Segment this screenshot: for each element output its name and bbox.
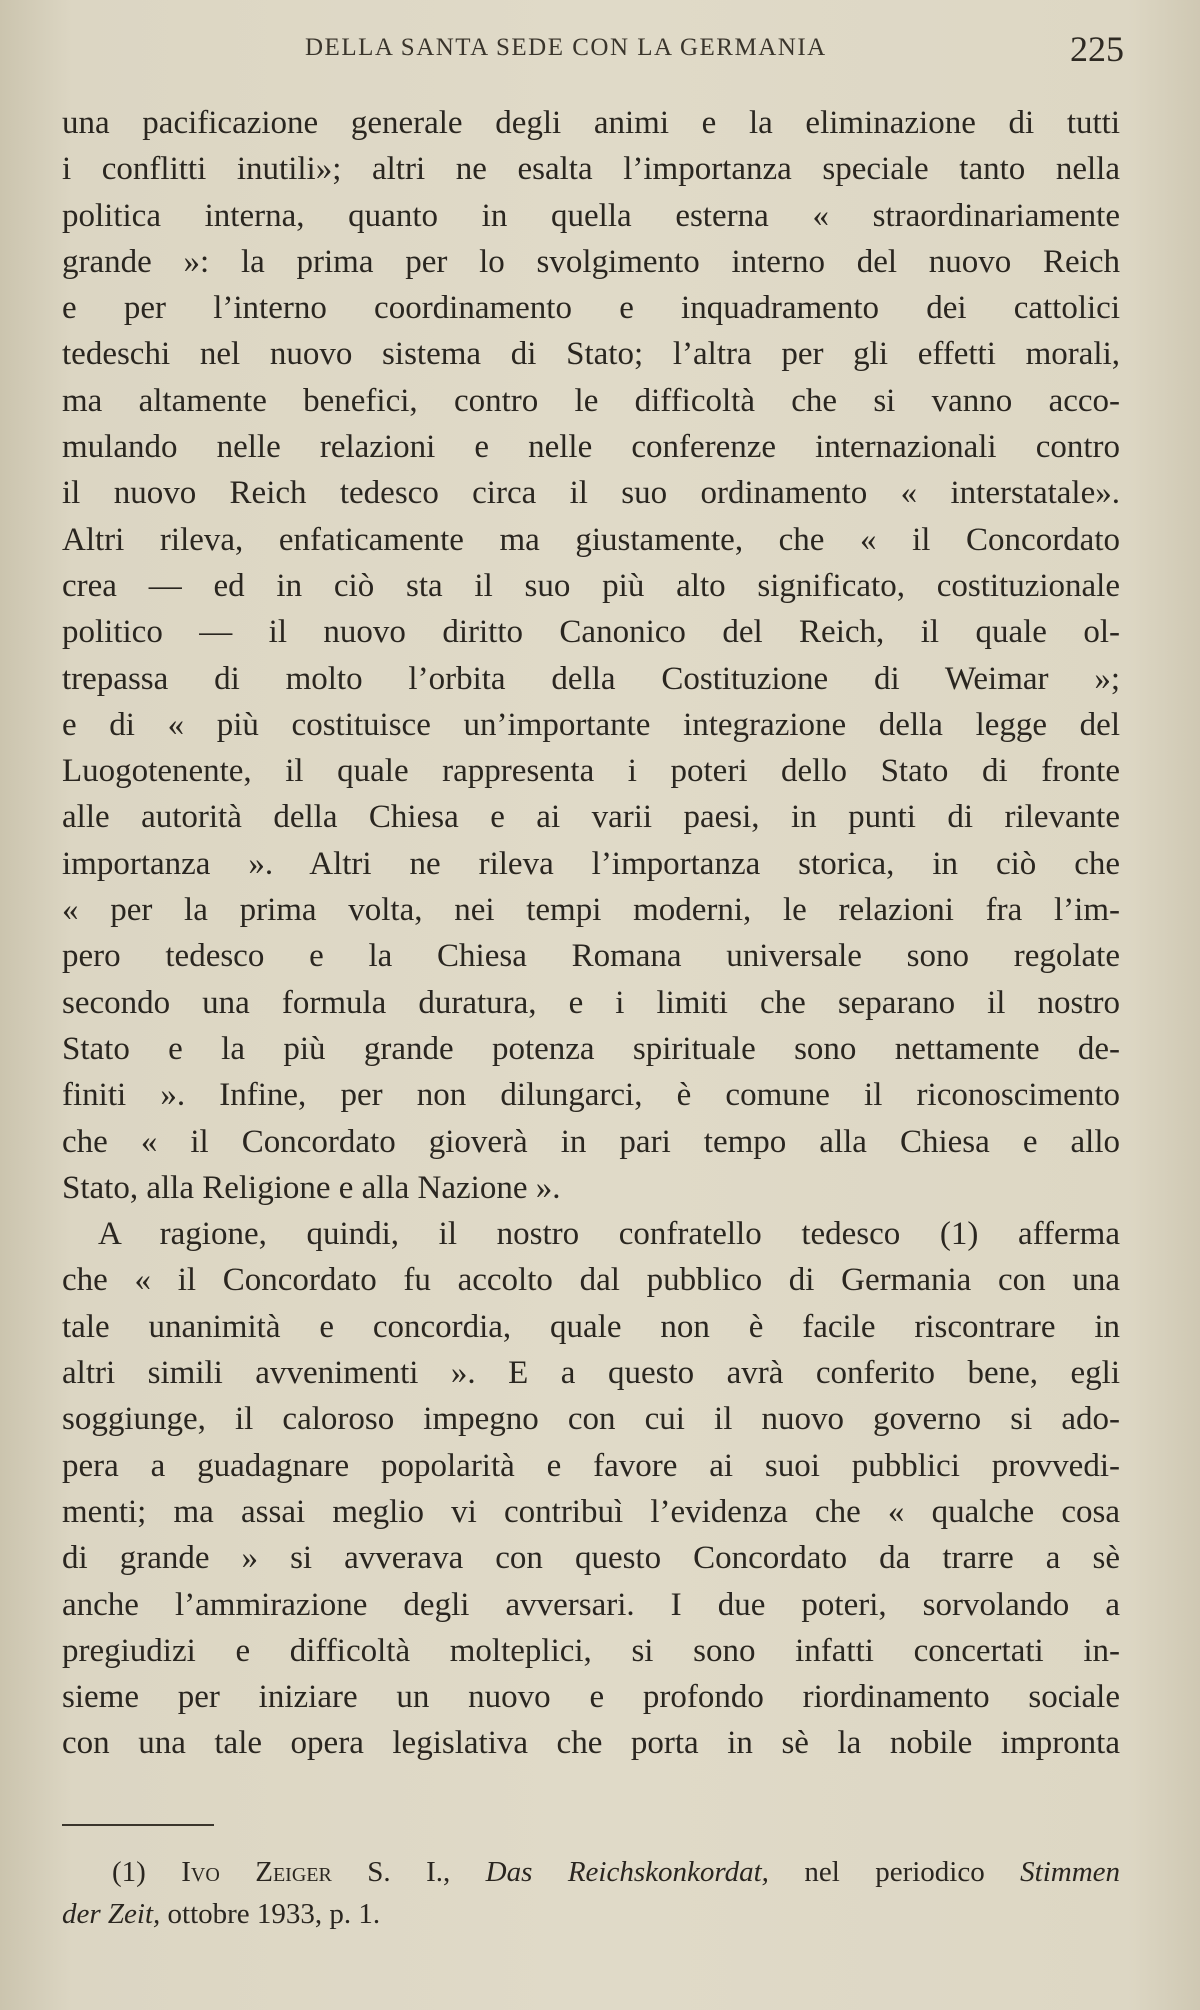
footnote-title: Das Reichskonkordat, bbox=[485, 1856, 769, 1888]
text-line: ma altamente benefici, contro le difficoltà che si vanno acco- bbox=[62, 382, 1120, 419]
text-line: tedeschi nel nuovo sistema di Stato; l’altra per gli effetti morali, bbox=[62, 336, 1120, 373]
body-text bbox=[62, 100, 1120, 1767]
text-line: che « il Concordato fu accolto dal pubblico di Germania con una bbox=[62, 1262, 1120, 1299]
footnote-line bbox=[62, 1851, 1120, 1893]
text-line: e di « più costituisce un’importante integrazione della legge del bbox=[62, 706, 1120, 743]
text-line: sieme per iniziare un nuovo e profondo riordinamento sociale bbox=[62, 1679, 1120, 1716]
footnote-marker: (1) bbox=[112, 1856, 146, 1888]
text-line: Stato e la più grande potenza spirituale sono nettamente de- bbox=[62, 1030, 1120, 1067]
footnote-mid: nel periodico bbox=[804, 1856, 985, 1888]
text-line: grande »: la prima per lo svolgimento interno del nuovo Reich bbox=[62, 243, 1120, 280]
text-line: alle autorità della Chiesa e ai varii paesi, in punti di rilevante bbox=[62, 799, 1120, 836]
text-line: e per l’interno coordinamento e inquadramento dei cattolici bbox=[62, 290, 1120, 327]
text-line: politico — il nuovo diritto Canonico del Reich, il quale ol- bbox=[62, 614, 1120, 651]
text-line: politica interna, quanto in quella esterna « straordinariamente bbox=[62, 197, 1120, 234]
footnote-separator bbox=[62, 1824, 214, 1826]
text-line: Altri rileva, enfaticamente ma giustamente, che « il Concordato bbox=[62, 521, 1120, 558]
text-line: A ragione, quindi, il nostro confratello tedesco (1) afferma bbox=[98, 1216, 1120, 1253]
footnote-author: Ivo Zeiger S. I., bbox=[181, 1856, 451, 1888]
footnote-date: ottobre 1933, p. 1. bbox=[167, 1898, 381, 1930]
text-line: Stato, alla Religione e alla Nazione ». bbox=[62, 1169, 561, 1206]
text-line: pregiudizi e difficoltà molteplici, si sono infatti concertati in- bbox=[62, 1632, 1120, 1669]
text-line: i conflitti inutili»; altri ne esalta l’importanza speciale tanto nella bbox=[62, 151, 1120, 188]
footnote-journal-cont: der Zeit, bbox=[62, 1898, 161, 1930]
text-line: di grande » si avverava con questo Concordato da trarre a sè bbox=[62, 1540, 1120, 1577]
text-line: il nuovo Reich tedesco circa il suo ordinamento « interstatale». bbox=[62, 475, 1120, 512]
text-line: secondo una formula duratura, e i limiti che separano il nostro bbox=[62, 984, 1120, 1021]
text-line: importanza ». Altri ne rileva l’importanza storica, in ciò che bbox=[62, 845, 1120, 882]
text-line: mulando nelle relazioni e nelle conferenze internazionali contro bbox=[62, 429, 1120, 466]
text-line: altri simili avvenimenti ». E a questo avrà conferito bene, egli bbox=[62, 1355, 1120, 1392]
text-line: « per la prima volta, nei tempi moderni, le relazioni fra l’im- bbox=[62, 892, 1120, 929]
text-line: una pacificazione generale degli animi e la eliminazione di tutti bbox=[62, 105, 1120, 141]
text-line: menti; ma assai meglio vi contribuì l’evidenza che « qualche cosa bbox=[62, 1493, 1120, 1530]
text-line: che « il Concordato gioverà in pari tempo alla Chiesa e allo bbox=[62, 1123, 1120, 1160]
text-line: Luogotenente, il quale rappresenta i poteri dello Stato di fronte bbox=[62, 753, 1120, 790]
text-line: pero tedesco e la Chiesa Romana universale sono regolate bbox=[62, 938, 1120, 975]
text-line: con una tale opera legislativa che porta in sè la nobile impronta bbox=[62, 1725, 1120, 1762]
text-line: tale unanimità e concordia, quale non è facile riscontrare in bbox=[62, 1308, 1120, 1345]
footnote-journal: Stimmen bbox=[1020, 1856, 1121, 1888]
text-line: soggiunge, il caloroso impegno con cui il nuovo governo si ado- bbox=[62, 1401, 1120, 1438]
page-number: 225 bbox=[1070, 29, 1124, 69]
text-line: trepassa di molto l’orbita della Costituzione di Weimar »; bbox=[62, 660, 1120, 697]
text-line: crea — ed in ciò sta il suo più alto significato, costituzionale bbox=[62, 567, 1120, 604]
footnote-line bbox=[62, 1893, 1120, 1935]
running-head: DELLA SANTA SEDE CON LA GERMANIA bbox=[305, 34, 827, 61]
text-line: pera a guadagnare popolarità e favore ai suoi pubblici provvedi- bbox=[62, 1447, 1120, 1484]
footnote bbox=[62, 1851, 1120, 1935]
text-line: anche l’ammirazione degli avversari. I due poteri, sorvolando a bbox=[62, 1586, 1120, 1623]
text-line: finiti ». Infine, per non dilungarci, è comune il riconoscimento bbox=[62, 1077, 1120, 1114]
page-header bbox=[0, 26, 1200, 76]
